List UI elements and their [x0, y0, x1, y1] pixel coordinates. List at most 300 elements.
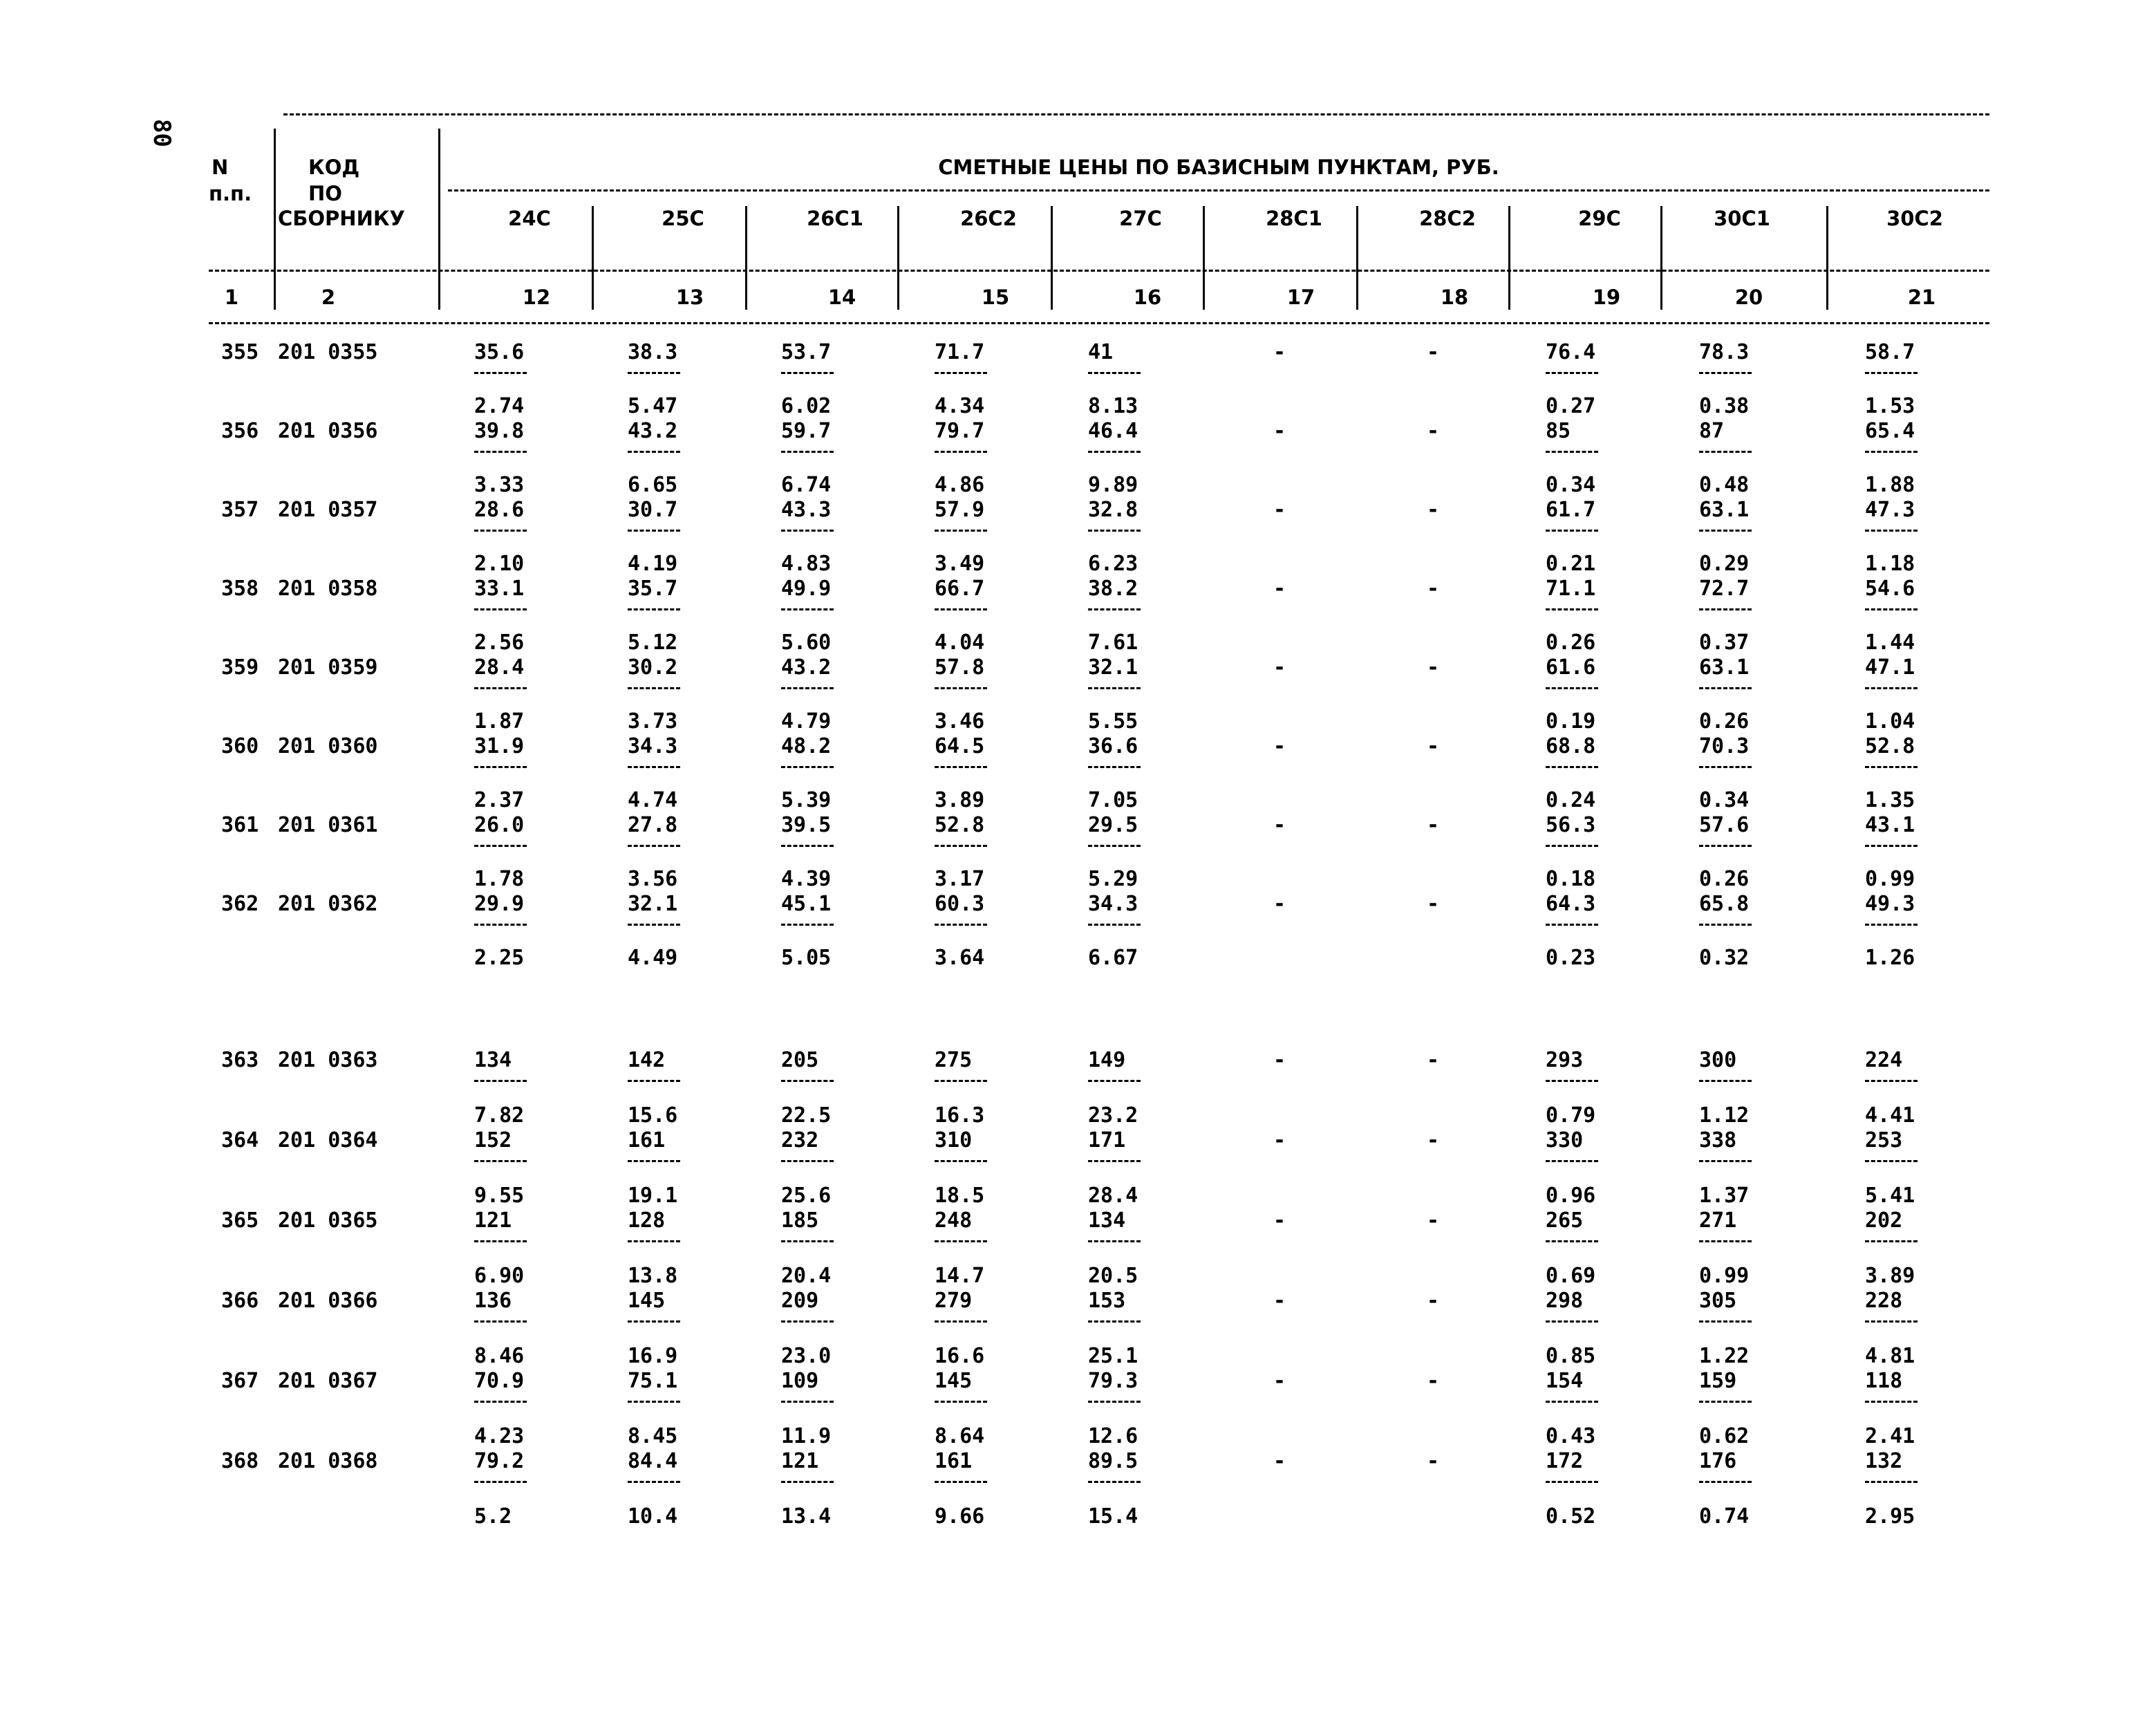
- sub-value: 0.74: [1699, 1504, 1750, 1529]
- fraction-bar: [1865, 1160, 1918, 1162]
- fraction-bar: [1088, 766, 1141, 768]
- price-value: 78.3: [1699, 340, 1750, 364]
- header-span-rule: [448, 189, 1989, 192]
- row-number: 357: [221, 498, 259, 522]
- sub-value: 12.6: [1088, 1424, 1138, 1448]
- price-value: 310: [935, 1128, 973, 1152]
- fraction-bar: [1546, 1401, 1598, 1403]
- fraction-bar: [1865, 924, 1918, 926]
- fraction-bar: [628, 1240, 680, 1242]
- price-value: 29.5: [1088, 813, 1138, 837]
- fraction-bar: [474, 372, 527, 374]
- fraction-bar: [1699, 451, 1752, 453]
- price-value: 39.8: [474, 419, 525, 443]
- fraction-bar: [1699, 766, 1752, 768]
- price-value: 145: [628, 1289, 666, 1313]
- fraction-bar: [1865, 1481, 1918, 1483]
- column-number-1: 1: [224, 286, 239, 309]
- price-value: 202: [1865, 1208, 1903, 1233]
- price-value: 43.2: [628, 419, 678, 443]
- price-value: 60.3: [935, 892, 985, 916]
- price-dash: -: [1273, 1289, 1286, 1313]
- header-code: КОД: [308, 156, 360, 179]
- sub-value: 0.21: [1546, 552, 1596, 576]
- fraction-bar: [781, 687, 834, 689]
- price-dash: -: [1273, 340, 1286, 364]
- fraction-bar: [628, 1481, 680, 1483]
- sub-value: 5.41: [1865, 1184, 1915, 1208]
- fraction-bar: [628, 1401, 680, 1403]
- sub-value: 13.4: [781, 1504, 832, 1529]
- sub-value: 0.96: [1546, 1184, 1596, 1208]
- sub-value: 3.46: [935, 709, 985, 734]
- sub-value: 5.29: [1088, 867, 1138, 891]
- fraction-bar: [1865, 1080, 1918, 1082]
- price-value: 63.1: [1699, 498, 1750, 522]
- price-value: 279: [935, 1289, 973, 1313]
- fraction-bar: [1088, 1401, 1141, 1403]
- fraction-bar: [474, 451, 527, 453]
- fraction-bar: [474, 845, 527, 847]
- fraction-bar: [935, 687, 987, 689]
- fraction-bar: [935, 1080, 987, 1082]
- price-value: 176: [1699, 1449, 1737, 1473]
- fraction-bar: [935, 451, 987, 453]
- fraction-bar: [1865, 1320, 1918, 1323]
- price-value: 32.1: [1088, 655, 1138, 680]
- sub-value: 0.26: [1699, 709, 1750, 734]
- price-dash: -: [1273, 1048, 1286, 1072]
- column-number-2: 2: [321, 286, 336, 309]
- price-value: 32.8: [1088, 498, 1138, 522]
- row-code: 201 0362: [278, 892, 378, 916]
- fraction-bar: [781, 1160, 834, 1162]
- price-dash: -: [1273, 498, 1286, 522]
- sub-value: 1.44: [1865, 631, 1915, 655]
- sub-value: 4.74: [628, 788, 678, 812]
- fraction-bar: [781, 530, 834, 532]
- page-number: 80: [148, 119, 176, 147]
- sub-value: 7.82: [474, 1103, 525, 1128]
- sub-value: 0.79: [1546, 1103, 1596, 1128]
- price-value: 54.6: [1865, 577, 1915, 601]
- sub-value: 8.13: [1088, 394, 1138, 418]
- sub-value: 9.89: [1088, 473, 1138, 497]
- row-number: 358: [221, 577, 259, 601]
- row-code: 201 0360: [278, 734, 378, 758]
- fraction-bar: [1546, 1481, 1598, 1483]
- sub-value: 0.48: [1699, 473, 1750, 497]
- sub-value: 0.23: [1546, 946, 1596, 970]
- column-number-15: 15: [981, 286, 1010, 309]
- price-value: 330: [1546, 1128, 1584, 1152]
- price-value: 66.7: [935, 577, 985, 601]
- fraction-bar: [474, 766, 527, 768]
- price-dash: -: [1427, 577, 1440, 601]
- fraction-bar: [1699, 924, 1752, 926]
- fraction-bar: [474, 924, 527, 926]
- column-number-18: 18: [1440, 286, 1469, 309]
- sub-value: 0.26: [1546, 631, 1596, 655]
- sub-value: 1.22: [1699, 1344, 1750, 1368]
- price-value: 64.5: [935, 734, 985, 758]
- price-value: 49.3: [1865, 892, 1915, 916]
- header-n-sub: п.п.: [209, 182, 252, 205]
- price-value: 185: [781, 1208, 819, 1233]
- price-value: 298: [1546, 1289, 1584, 1313]
- row-code: 201 0355: [278, 340, 378, 364]
- sub-value: 5.55: [1088, 709, 1138, 734]
- header-point-2: 26С1: [807, 207, 863, 230]
- price-value: 275: [935, 1048, 973, 1072]
- price-value: 65.4: [1865, 419, 1915, 443]
- price-dash: -: [1427, 1208, 1440, 1233]
- row-number: 361: [221, 813, 259, 837]
- price-value: 71.1: [1546, 577, 1596, 601]
- fraction-bar: [781, 766, 834, 768]
- sub-value: 16.9: [628, 1344, 678, 1368]
- price-value: 172: [1546, 1449, 1584, 1473]
- fraction-bar: [628, 530, 680, 532]
- sub-value: 2.95: [1865, 1504, 1915, 1529]
- price-value: 293: [1546, 1048, 1584, 1072]
- sub-value: 1.37: [1699, 1184, 1750, 1208]
- price-value: 61.6: [1546, 655, 1596, 680]
- header-point-8: 30С1: [1714, 207, 1770, 230]
- price-value: 36.6: [1088, 734, 1138, 758]
- price-dash: -: [1273, 1449, 1286, 1473]
- fraction-bar: [1546, 1080, 1598, 1082]
- sub-value: 11.9: [781, 1424, 832, 1448]
- row-code: 201 0367: [278, 1369, 378, 1393]
- price-value: 145: [935, 1369, 973, 1393]
- sub-value: 4.34: [935, 394, 985, 418]
- sub-value: 5.47: [628, 394, 678, 418]
- row-code: 201 0356: [278, 419, 378, 443]
- price-value: 59.7: [781, 419, 832, 443]
- sub-value: 0.69: [1546, 1264, 1596, 1288]
- header-point-1: 25С: [662, 207, 704, 230]
- price-value: 47.3: [1865, 498, 1915, 522]
- price-value: 38.2: [1088, 577, 1138, 601]
- fraction-bar: [1546, 766, 1598, 768]
- header-bottom-rule: [209, 322, 1989, 324]
- fraction-bar: [1546, 924, 1598, 926]
- price-value: 35.6: [474, 340, 525, 364]
- sub-value: 0.37: [1699, 631, 1750, 655]
- price-value: 26.0: [474, 813, 525, 837]
- fraction-bar: [781, 924, 834, 926]
- fraction-bar: [935, 766, 987, 768]
- price-value: 43.2: [781, 655, 832, 680]
- row-code: 201 0368: [278, 1449, 378, 1473]
- price-dash: -: [1427, 340, 1440, 364]
- fraction-bar: [474, 687, 527, 689]
- sub-value: 2.10: [474, 552, 525, 576]
- column-number-17: 17: [1286, 286, 1315, 309]
- sub-value: 3.73: [628, 709, 678, 734]
- sub-value: 0.24: [1546, 788, 1596, 812]
- column-number-13: 13: [675, 286, 704, 309]
- sub-value: 4.83: [781, 552, 832, 576]
- price-value: 152: [474, 1128, 512, 1152]
- fraction-bar: [781, 372, 834, 374]
- price-value: 171: [1088, 1128, 1126, 1152]
- header-code-2: ПО: [308, 182, 342, 205]
- fraction-bar: [1865, 530, 1918, 532]
- row-number: 366: [221, 1289, 259, 1313]
- fraction-bar: [628, 372, 680, 374]
- sub-value: 3.89: [935, 788, 985, 812]
- row-code: 201 0357: [278, 498, 378, 522]
- fraction-bar: [474, 1320, 527, 1323]
- fraction-bar: [1088, 1160, 1141, 1162]
- fraction-bar: [474, 1240, 527, 1242]
- fraction-bar: [781, 845, 834, 847]
- vsep-1: [274, 129, 276, 310]
- sub-value: 25.6: [781, 1184, 832, 1208]
- sub-value: 7.05: [1088, 788, 1138, 812]
- fraction-bar: [935, 530, 987, 532]
- fraction-bar: [1699, 845, 1752, 847]
- sub-value: 3.56: [628, 867, 678, 891]
- sub-value: 4.04: [935, 631, 985, 655]
- price-value: 161: [935, 1449, 973, 1473]
- sub-value: 0.27: [1546, 394, 1596, 418]
- sub-value: 0.99: [1699, 1264, 1750, 1288]
- price-value: 128: [628, 1208, 666, 1233]
- price-value: 121: [474, 1208, 512, 1233]
- fraction-bar: [781, 1401, 834, 1403]
- header-point-0: 24С: [508, 207, 551, 230]
- sub-value: 2.37: [474, 788, 525, 812]
- price-value: 79.3: [1088, 1369, 1138, 1393]
- sub-value: 4.19: [628, 552, 678, 576]
- row-code: 201 0358: [278, 577, 378, 601]
- price-value: 75.1: [628, 1369, 678, 1393]
- header-span-title: СМЕТНЫЕ ЦЕНЫ ПО БАЗИСНЫМ ПУНКТАМ, РУБ.: [938, 156, 1499, 179]
- sub-value: 1.12: [1699, 1103, 1750, 1128]
- fraction-bar: [628, 1080, 680, 1082]
- sub-value: 4.86: [935, 473, 985, 497]
- fraction-bar: [628, 766, 680, 768]
- fraction-bar: [628, 687, 680, 689]
- price-dash: -: [1427, 1128, 1440, 1152]
- fraction-bar: [935, 1240, 987, 1242]
- row-code: 201 0363: [278, 1048, 378, 1072]
- column-number-16: 16: [1133, 286, 1162, 309]
- fraction-bar: [1699, 687, 1752, 689]
- fraction-bar: [1546, 608, 1598, 610]
- sub-value: 0.19: [1546, 709, 1596, 734]
- fraction-bar: [1546, 1320, 1598, 1323]
- price-value: 71.7: [935, 340, 985, 364]
- sub-value: 4.39: [781, 867, 832, 891]
- fraction-bar: [474, 1160, 527, 1162]
- fraction-bar: [1088, 530, 1141, 532]
- price-value: 265: [1546, 1208, 1584, 1233]
- price-value: 46.4: [1088, 419, 1138, 443]
- sub-value: 5.05: [781, 946, 832, 970]
- sub-value: 4.49: [628, 946, 678, 970]
- fraction-bar: [1865, 451, 1918, 453]
- sub-value: 15.4: [1088, 1504, 1138, 1529]
- price-dash: -: [1273, 813, 1286, 837]
- price-dash: -: [1427, 655, 1440, 680]
- column-number-14: 14: [827, 286, 856, 309]
- price-value: 132: [1865, 1449, 1903, 1473]
- price-value: 34.3: [1088, 892, 1138, 916]
- sub-value: 0.38: [1699, 394, 1750, 418]
- sub-value: 4.23: [474, 1424, 525, 1448]
- sub-value: 3.17: [935, 867, 985, 891]
- price-value: 65.8: [1699, 892, 1750, 916]
- fraction-bar: [1699, 608, 1752, 610]
- fraction-bar: [1088, 1320, 1141, 1323]
- price-value: 142: [628, 1048, 666, 1072]
- price-value: 300: [1699, 1048, 1737, 1072]
- fraction-bar: [781, 1481, 834, 1483]
- sub-value: 1.88: [1865, 473, 1915, 497]
- price-value: 30.7: [628, 498, 678, 522]
- header-point-4: 27С: [1119, 207, 1162, 230]
- sub-value: 8.45: [628, 1424, 678, 1448]
- price-value: 134: [474, 1048, 512, 1072]
- price-value: 52.8: [935, 813, 985, 837]
- sub-value: 0.18: [1546, 867, 1596, 891]
- fraction-bar: [1546, 451, 1598, 453]
- row-number: 356: [221, 419, 259, 443]
- price-value: 85: [1546, 419, 1571, 443]
- sub-value: 1.04: [1865, 709, 1915, 734]
- fraction-bar: [474, 1481, 527, 1483]
- row-code: 201 0366: [278, 1289, 378, 1313]
- price-value: 33.1: [474, 577, 525, 601]
- fraction-bar: [628, 1320, 680, 1323]
- row-number: 365: [221, 1208, 259, 1233]
- fraction-bar: [1546, 1240, 1598, 1242]
- fraction-bar: [1699, 530, 1752, 532]
- price-value: 63.1: [1699, 655, 1750, 680]
- sub-value: 14.7: [935, 1264, 985, 1288]
- fraction-bar: [474, 1080, 527, 1082]
- sub-value: 2.74: [474, 394, 525, 418]
- fraction-bar: [1865, 1240, 1918, 1242]
- sub-value: 3.64: [935, 946, 985, 970]
- fraction-bar: [474, 608, 527, 610]
- price-value: 48.2: [781, 734, 832, 758]
- price-value: 89.5: [1088, 1449, 1138, 1473]
- price-value: 159: [1699, 1369, 1737, 1393]
- price-dash: -: [1427, 1048, 1440, 1072]
- fraction-bar: [1546, 372, 1598, 374]
- sub-value: 6.90: [474, 1264, 525, 1288]
- price-value: 232: [781, 1128, 819, 1152]
- sub-value: 6.74: [781, 473, 832, 497]
- fraction-bar: [1088, 924, 1141, 926]
- price-value: 149: [1088, 1048, 1126, 1072]
- sub-value: 19.1: [628, 1184, 678, 1208]
- row-code: 201 0365: [278, 1208, 378, 1233]
- sub-value: 3.89: [1865, 1264, 1915, 1288]
- column-number-21: 21: [1907, 286, 1936, 309]
- sub-value: 4.41: [1865, 1103, 1915, 1128]
- row-number: 367: [221, 1369, 259, 1393]
- price-value: 79.2: [474, 1449, 525, 1473]
- header-n: N: [212, 156, 229, 179]
- price-value: 28.6: [474, 498, 525, 522]
- sub-value: 18.5: [935, 1184, 985, 1208]
- price-value: 32.1: [628, 892, 678, 916]
- fraction-bar: [1699, 1481, 1752, 1483]
- price-dash: -: [1273, 655, 1286, 680]
- sub-value: 8.46: [474, 1344, 525, 1368]
- price-dash: -: [1427, 1449, 1440, 1473]
- fraction-bar: [935, 1320, 987, 1323]
- fraction-bar: [1088, 372, 1141, 374]
- fraction-bar: [1546, 530, 1598, 532]
- price-value: 76.4: [1546, 340, 1596, 364]
- row-number: 363: [221, 1048, 259, 1072]
- fraction-bar: [1088, 687, 1141, 689]
- price-value: 154: [1546, 1369, 1584, 1393]
- price-value: 39.5: [781, 813, 832, 837]
- price-dash: -: [1273, 1128, 1286, 1152]
- price-value: 253: [1865, 1128, 1903, 1152]
- fraction-bar: [1088, 1080, 1141, 1082]
- price-value: 57.9: [935, 498, 985, 522]
- price-value: 43.1: [1865, 813, 1915, 837]
- price-value: 34.3: [628, 734, 678, 758]
- header-code-3: СБОРНИКУ: [278, 207, 405, 230]
- row-number: 362: [221, 892, 259, 916]
- sub-value: 3.49: [935, 552, 985, 576]
- price-value: 121: [781, 1449, 819, 1473]
- price-value: 72.7: [1699, 577, 1750, 601]
- sub-value: 23.0: [781, 1344, 832, 1368]
- fraction-bar: [781, 1240, 834, 1242]
- price-value: 61.7: [1546, 498, 1596, 522]
- row-number: 359: [221, 655, 259, 680]
- price-dash: -: [1427, 419, 1440, 443]
- price-value: 248: [935, 1208, 973, 1233]
- header-mid-rule: [209, 270, 1989, 272]
- sub-value: 6.02: [781, 394, 832, 418]
- row-number: 355: [221, 340, 259, 364]
- fraction-bar: [781, 1080, 834, 1082]
- fraction-bar: [1088, 1481, 1141, 1483]
- sub-value: 1.18: [1865, 552, 1915, 576]
- sub-value: 5.12: [628, 631, 678, 655]
- header-point-6: 28С2: [1419, 207, 1476, 230]
- row-number: 360: [221, 734, 259, 758]
- header-point-7: 29С: [1578, 207, 1621, 230]
- column-number-20: 20: [1734, 286, 1763, 309]
- sub-value: 15.6: [628, 1103, 678, 1128]
- price-value: 79.7: [935, 419, 985, 443]
- price-value: 41: [1088, 340, 1114, 364]
- fraction-bar: [781, 451, 834, 453]
- sub-value: 28.4: [1088, 1184, 1138, 1208]
- price-value: 38.3: [628, 340, 678, 364]
- fraction-bar: [1699, 1160, 1752, 1162]
- price-value: 109: [781, 1369, 819, 1393]
- sub-value: 0.34: [1699, 788, 1750, 812]
- fraction-bar: [935, 372, 987, 374]
- price-value: 136: [474, 1289, 512, 1313]
- price-dash: -: [1273, 1208, 1286, 1233]
- sub-value: 0.62: [1699, 1424, 1750, 1448]
